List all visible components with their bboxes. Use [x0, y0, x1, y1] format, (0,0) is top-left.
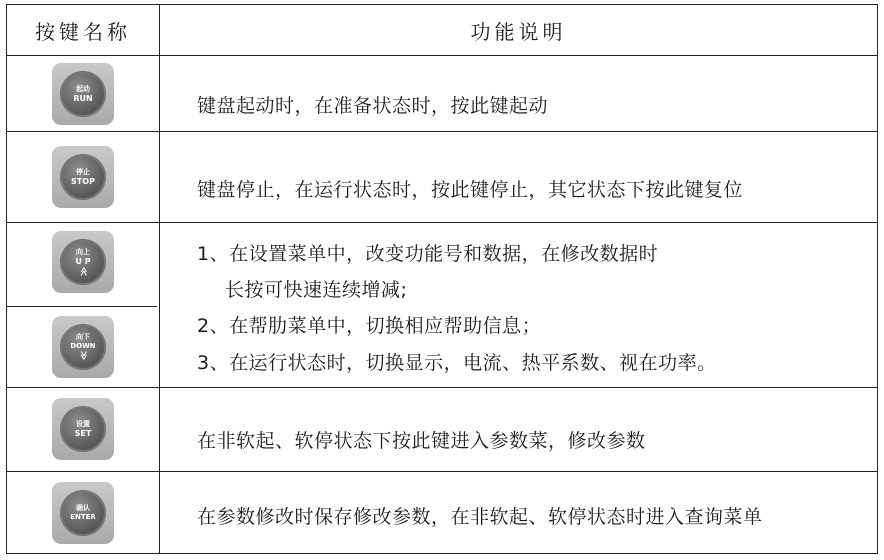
header-function-desc: 功能说明: [470, 19, 567, 44]
row-divider: [7, 471, 877, 472]
up-down-desc-line-4: 3、在运行状态时，切换显示，电流、热平系数、视在功率。: [197, 352, 717, 374]
up-key-icon: 向上 U P ≪: [52, 231, 114, 293]
down-key-icon: 向下 DOWN ≫: [52, 316, 114, 378]
enter-key-desc: 在参数修改时保存修改参数，在非软起、软停状态时进入查询菜单: [197, 506, 763, 528]
up-down-desc-line-3: 2、在帮肋菜单中，切换相应帮助信息；: [197, 315, 542, 337]
header-key-name: 按键名称: [35, 19, 131, 44]
row-divider: [7, 222, 877, 223]
set-key-desc: 在非软起、软停状态下按此键进入参数菜，修改参数: [197, 430, 646, 452]
stop-key-desc: 键盘停止，在运行状态时，按此键停止，其它状态下按此键复位: [197, 179, 744, 201]
key-function-table: [6, 4, 878, 554]
up-down-desc-line-2: 长按可快速连续增减;: [225, 279, 408, 301]
run-key-desc: 键盘起动时，在准备状态时，按此键起动: [197, 95, 549, 117]
set-key-icon: 设置 SET: [52, 398, 114, 460]
stop-key-icon: 停止 STOP: [52, 146, 114, 208]
row-divider-partial: [7, 306, 157, 307]
row-divider: [7, 131, 877, 132]
run-key-icon: 起动 RUN: [52, 63, 114, 125]
row-divider: [7, 387, 877, 388]
up-down-desc-line-1: 1、在设置菜单中，改变功能号和数据，在修改数据时: [197, 243, 659, 265]
row-divider: [7, 55, 877, 56]
enter-key-icon: 确认 ENTER: [52, 482, 114, 544]
